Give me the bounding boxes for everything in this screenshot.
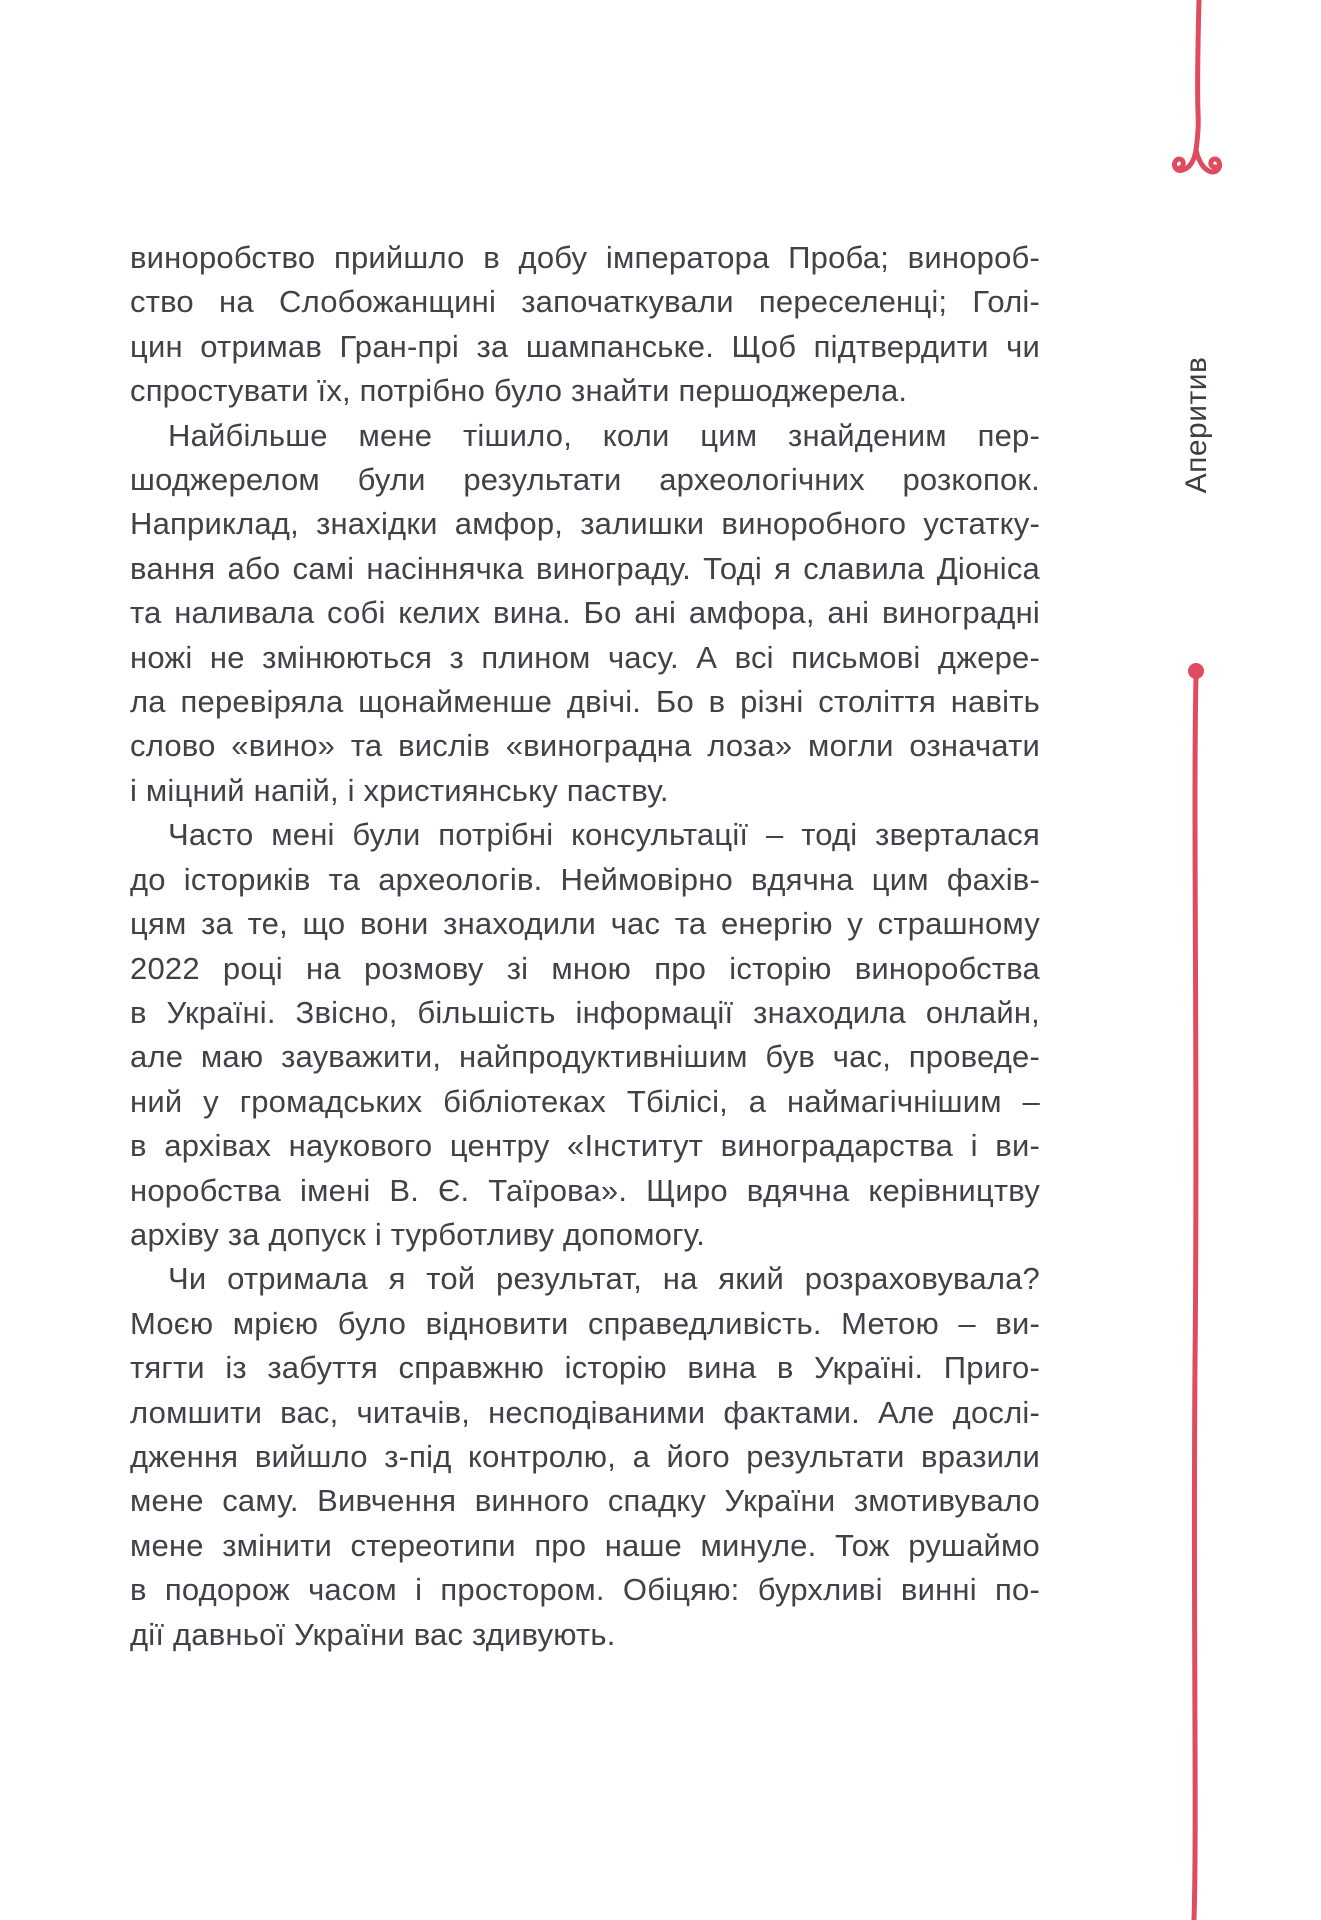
text-line: мене змінити стереотипи про наше минуле. Тож рушаймо [130, 1527, 1040, 1563]
text-line: цин отримав Гран-прі за шампанське. Щоб підтвердити чи [130, 328, 1040, 364]
text-line: Моєю мрією було відновити справедливість. Метою – ви- [130, 1305, 1040, 1341]
text-line: Наприклад, знахідки амфор, залишки виноробного устатку- [130, 506, 1040, 542]
text-line: Найбільше мене тішило, коли цим знайденим пер- [168, 417, 1040, 453]
text-line: цям за те, що вони знаходили час та енергію у страшному [130, 906, 1040, 942]
text-line: ний у громадських бібліотеках Тбілісі, а наймагічнішим – [130, 1083, 1040, 1119]
body-text [130, 236, 1040, 1657]
text-line: в подорож часом і простором. Обіцяю: бурхливі винні по- [130, 1572, 1040, 1608]
red-thread-curl-icon [1172, 0, 1224, 186]
text-line: слово «вино» та вислів «виноградна лоза» могли означати [130, 728, 1040, 764]
text-line: вання або самі насіннячка винограду. Тоді я славила Діоніса [130, 550, 1040, 586]
text-line: норобства імені В. Є. Таїрова». Щиро вдячна керівництву [130, 1172, 1040, 1208]
text-line: ломшити вас, читачів, несподіваними фактами. Але дослі- [130, 1394, 1040, 1430]
text-line: шоджерелом були результати археологічних розкопок. [130, 462, 1040, 498]
red-thread-line-icon [1181, 662, 1211, 1920]
text-line: але маю зауважити, найпродуктивнішим був час, проведе- [130, 1039, 1040, 1075]
text-line: тягти із забуття справжню історію вина в Україні. Приго- [130, 1350, 1040, 1386]
text-line: ножі не змінюються з плином часу. А всі письмові джере- [130, 639, 1040, 675]
text-line: і міцний напій, і християнську паству. [130, 772, 669, 808]
text-line: Часто мені були потрібні консультації – тоді зверталася [168, 817, 1040, 853]
text-line: ство на Слобожанщині започаткували переселенці; Голі- [130, 284, 1040, 320]
text-line: в Україні. Звісно, більшість інформації знаходила онлайн, [130, 994, 1040, 1030]
text-line: та наливала собі келих вина. Бо ані амфора, ані виноградні [130, 595, 1040, 631]
text-line: архіву за допуск і турботливу допомогу. [130, 1216, 706, 1252]
text-line: ла перевіряла щонайменше двічі. Бо в різні століття навіть [130, 684, 1040, 720]
text-line: мене саму. Вивчення винного спадку України змотивувало [130, 1483, 1040, 1519]
text-line: дії давньої України вас здивують. [130, 1616, 616, 1652]
text-line: в архівах наукового центру «Інститут виноградарства і ви- [130, 1128, 1040, 1164]
text-line: спростувати їх, потрібно було знайти першоджерела. [130, 373, 908, 409]
text-line: до істориків та археологів. Неймовірно вдячна цим фахів- [130, 861, 1040, 897]
text-line: виноробство прийшло в добу імператора Проба; винороб- [130, 240, 1040, 275]
text-line: дження вийшло з-під контролю, а його результати вразили [130, 1438, 1040, 1474]
text-line: 2022 році на розмову зі мною про історію виноробства [130, 950, 1040, 986]
text-line: Чи отримала я той результат, на який розраховувала? [168, 1261, 1040, 1297]
chapter-margin-label: Аперитив [1180, 356, 1213, 494]
